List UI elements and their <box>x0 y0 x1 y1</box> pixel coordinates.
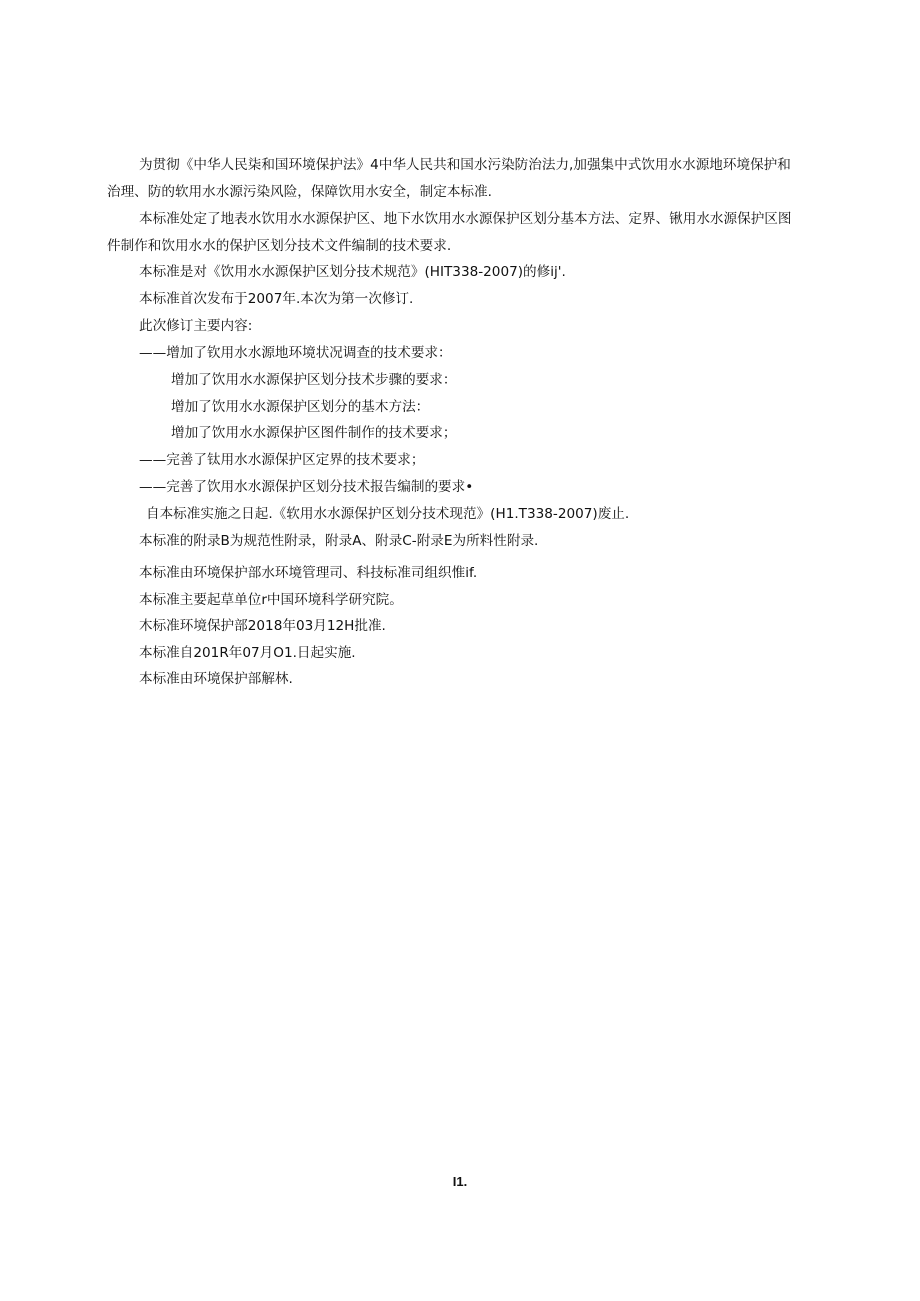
foreword-line-18: 木标准环境保护部2018年03月12H批准. <box>139 618 386 634</box>
foreword-line-1: 为贯彻《中华人民柒和国环境保护法》4中华人民共和国水污染防治法力,加强集中式饮用水水源地环境保护和 <box>139 157 791 173</box>
foreword-line-5: 本标准是对《饮用水水源保护区划分技术规范》(HIT338-2007)的修ij'. <box>139 264 566 280</box>
foreword-line-3: 本标准处定了地表水饮用水水源保护区、地下水饮用水水源保护区划分基本方法、定界、锹用水水源保护区图 <box>139 211 792 227</box>
foreword-line-20: 本标准由环境保护部解林. <box>139 671 293 687</box>
revision-item-6: ——完善了饮用水水源保护区划分技术报告编制的要求• <box>139 479 474 495</box>
revision-item-2: 增加了饮用水水源保护区划分技术步骤的要求： <box>171 372 457 388</box>
foreword-line-14: 自本标准实施之日起.《软用水水源保护区划分技术现范》(H1.T338-2007)废止. <box>146 506 630 522</box>
revision-item-3: 增加了饮用水水源保护区划分的基木方法： <box>171 399 430 415</box>
revision-item-5: ——完善了钛用水水源保护区定界的技术要求； <box>139 452 425 468</box>
foreword-line-19: 本标准自201R年07月O1.日起实施. <box>139 645 356 661</box>
foreword-line-17: 本标准主要起草单位r中国环境科学研究院。 <box>139 592 403 608</box>
foreword-line-7: 此次修订主要内容: <box>139 318 253 334</box>
foreword-line-4: 件制作和饮用水水的保护区划分技术文件编制的技术要求. <box>107 238 452 254</box>
page-number: I1. <box>452 1174 468 1189</box>
foreword-line-15: 本标准的附录B为规范性附录，附录A、附录C-附录E为所料性附录. <box>139 533 539 549</box>
revision-item-1: ——增加了钦用水水源地环境状况调查的技术要求： <box>139 345 452 361</box>
foreword-line-16: 本标准由环境保护部水环境管理司、科技标准司组织惟if. <box>139 565 478 581</box>
foreword-line-6: 本标准首次发布于2007年.本次为第一次修订. <box>139 291 414 307</box>
foreword-line-2: 治理、防的软用水水源污染风险，保障饮用水安全，制定本标准. <box>107 184 492 200</box>
revision-item-4: 增加了饮用水水源保护区图件制作的技术要求； <box>171 425 457 441</box>
